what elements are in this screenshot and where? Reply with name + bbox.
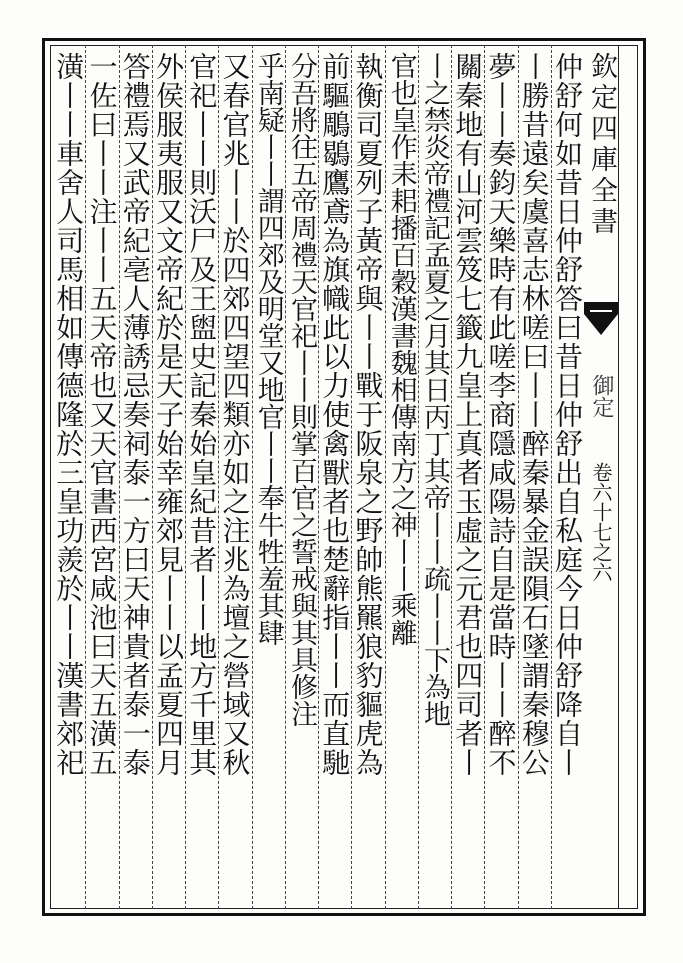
text-column: 執衡司夏列子黃帝與丨丨戰于阪泉之野帥熊羆狼豹貙虎為 [351,52,385,777]
text-column: 乎南疑丨丨謂四郊及明堂又地官丨丨奉牛牲羞其肆 [252,52,284,646]
text-column: 官祀丨丨則沃尸及王盥史記秦始皇紀昔者丨丨地方千里其 [185,52,219,777]
text-column: 官也皇作耒耜播百穀漢書魏相傳南方之神丨丨乘離 [385,52,417,646]
book-subtitle: 御定 [589,374,614,418]
volume-label: 卷六十七之六 [589,462,613,582]
book-title: 欽定四庫全書 [586,52,617,238]
text-column: 潢丨丨車舍人司馬相如傳德隆於三皇功羨於丨丨漢書郊祀 [52,52,86,777]
text-column: 又春官兆丨丨於四郊四望四類亦如之注兆為壇之營域又秋 [218,52,252,777]
text-column: 夢丨丨奏鈞天樂時有此嗟李商隱咸陽詩自是當時丨丨醉不 [484,52,518,777]
text-column: 前驅鵰鶡鷹鳶為旗幟此以力使禽獸者也楚辭指丨丨而直馳 [318,52,352,777]
margin-strip [618,46,639,908]
text-column: 外侯服夷服又文帝紀於是天子始幸雍郊見丨丨以孟夏四月 [152,52,185,777]
text-column: 關秦地有山河雲笈七籤九皇上真者玉虛之元君也四司者丨 [451,52,485,777]
text-column: 仲舒何如昔日仲舒答曰昔日仲舒出自私庭今日仲舒降自丨 [551,52,584,777]
text-column: 丨之禁炎帝禮記孟夏之月其日丙丁其帝丨丨疏丨丨下為地 [419,52,450,727]
text-column: 分吾將往五帝周禮天官祀丨丨則掌百官之誓戒與其具修注 [286,52,317,727]
text-column: 一佐曰丨丨注丨丨五天帝也又天官書西宮咸池曰天五潢五 [85,52,119,777]
text-column: 丨勝昔遠矣虞喜志林嗟曰丨丨醉秦暴金誤隕石墜謂秦穆公 [517,52,551,777]
text-column: 答禮焉又武帝紀亳人薄誘忌奏祠泰一方曰天神貴者泰一泰 [118,52,152,777]
running-head [584,52,618,902]
fishtail-ornament-line [590,310,612,348]
